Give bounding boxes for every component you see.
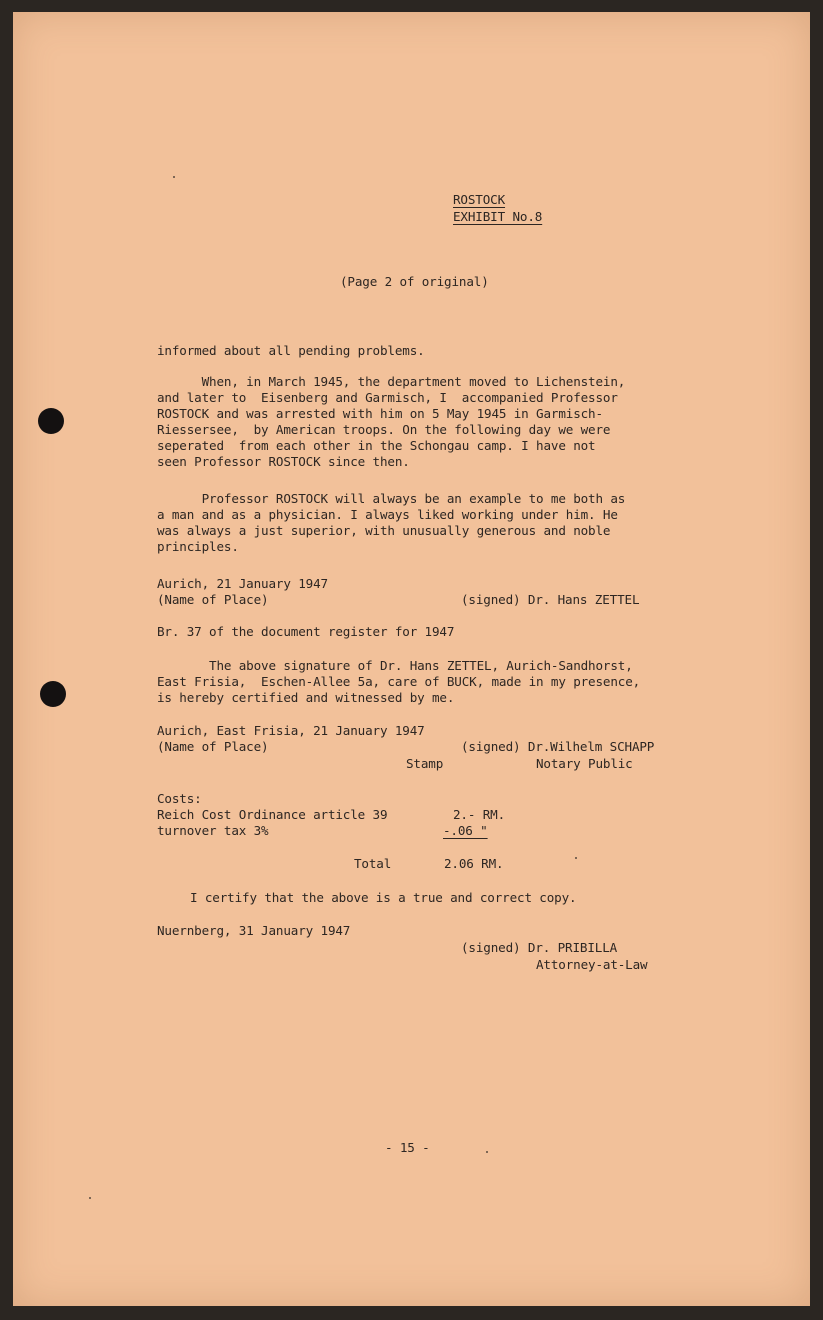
paragraph-line: ROSTOCK and was arrested with him on 5 May 1945 in Garmisch-: [157, 406, 603, 421]
paragraph-line: a man and as a physician. I always liked working under him. He: [157, 507, 618, 522]
place-date: Aurich, 21 January 1947: [157, 576, 328, 591]
paragraph-line: Professor ROSTOCK will always be an example to me both as: [157, 491, 626, 506]
paragraph-line: informed about all pending problems.: [157, 343, 425, 358]
paragraph-line: principles.: [157, 539, 239, 554]
exhibit-number: EXHIBIT No.8: [453, 209, 543, 224]
paragraph-line: was always a just superior, with unusually generous and noble: [157, 523, 611, 538]
paragraph-line: and later to Eisenberg and Garmisch, I accompanied Professor: [157, 390, 618, 405]
page-number: - 15 -: [385, 1140, 430, 1155]
cost-amount: 2.- RM.: [453, 807, 506, 822]
punch-hole: [38, 408, 64, 434]
certification-line: The above signature of Dr. Hans ZETTEL, Aurich-Sandhorst,: [157, 658, 633, 673]
paper-speck: [89, 1197, 91, 1199]
punch-hole: [40, 681, 66, 707]
certify-statement: I certify that the above is a true and correct copy.: [190, 890, 577, 905]
paper-speck: [173, 176, 175, 178]
paragraph-line: seperated from each other in the Schongau camp. I have not: [157, 438, 596, 453]
signature-line: (signed) Dr. Hans ZETTEL: [461, 592, 640, 607]
signer-title: Notary Public: [536, 756, 633, 771]
signer-title: Attorney-at-Law: [536, 957, 648, 972]
cost-amount: -.06 ": [443, 823, 488, 838]
total-label: Total: [354, 856, 392, 871]
paper-speck: [486, 1151, 488, 1153]
paragraph-line: seen Professor ROSTOCK since then.: [157, 454, 410, 469]
stamp-label: Stamp: [406, 756, 444, 771]
cost-item: turnover tax 3%: [157, 823, 269, 838]
certification-line: East Frisia, Eschen-Allee 5a, care of BUCK, made in my presence,: [157, 674, 641, 689]
costs-label: Costs:: [157, 791, 202, 806]
signature-line: (signed) Dr. PRIBILLA: [461, 940, 618, 955]
place-date: Nuernberg, 31 January 1947: [157, 923, 351, 938]
page-note: (Page 2 of original): [340, 274, 489, 289]
place-label: (Name of Place): [157, 739, 269, 754]
cost-item: Reich Cost Ordinance article 39: [157, 807, 388, 822]
certification-line: is hereby certified and witnessed by me.: [157, 690, 455, 705]
paragraph-line: Riessersee, by American troops. On the following day we were: [157, 422, 611, 437]
paper-speck: [575, 857, 577, 859]
exhibit-name: ROSTOCK: [453, 192, 506, 207]
place-date: Aurich, East Frisia, 21 January 1947: [157, 723, 425, 738]
register-line: Br. 37 of the document register for 1947: [157, 624, 455, 639]
document-page: [13, 12, 810, 1306]
paragraph-line: When, in March 1945, the department moved to Lichenstein,: [157, 374, 626, 389]
place-label: (Name of Place): [157, 592, 269, 607]
signature-line: (signed) Dr.Wilhelm SCHAPP: [461, 739, 655, 754]
total-amount: 2.06 RM.: [444, 856, 504, 871]
